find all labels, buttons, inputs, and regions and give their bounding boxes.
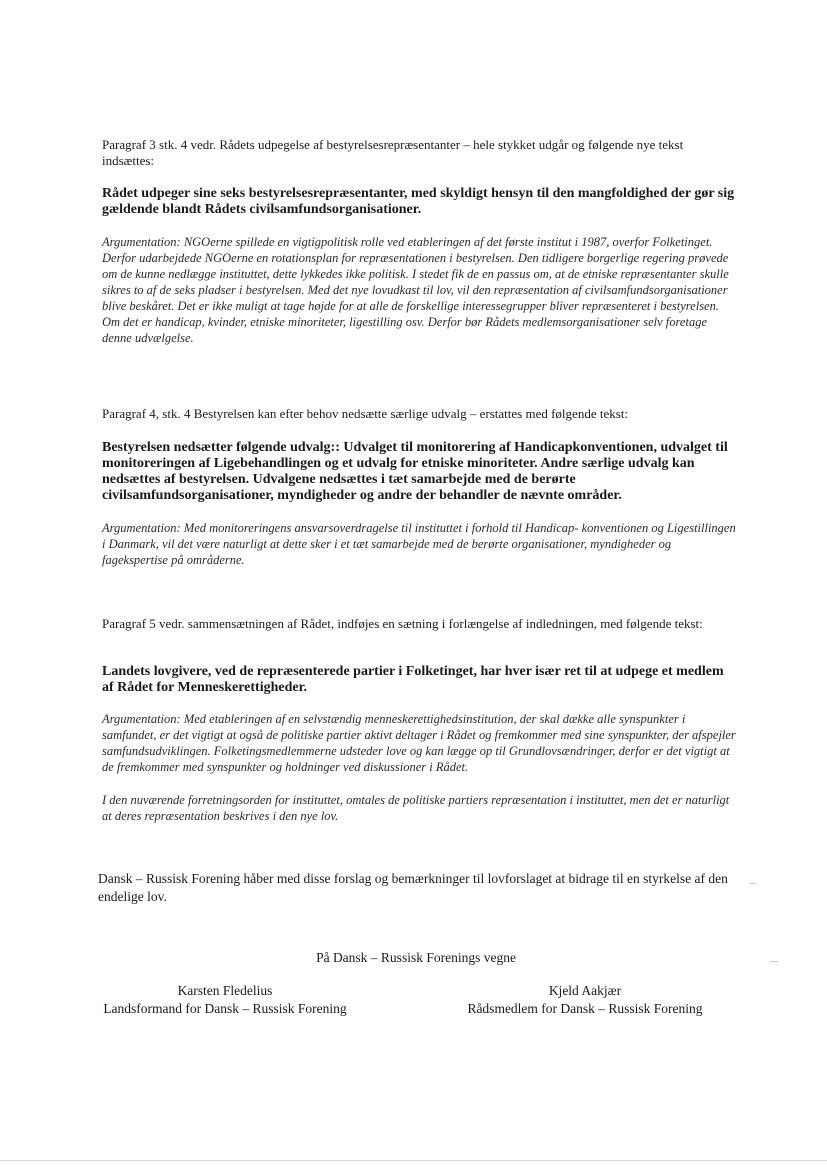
on-behalf-line: På Dansk – Russisk Forenings vegne <box>316 950 516 965</box>
signatory-1-name: Karsten Fledelius <box>177 983 273 998</box>
section-1-intro: Paragraf 3 stk. 4 vedr. Rådets udpegelse af bestyrelsesrepræsentanter – hele stykket udgår og følgende nye tekst indsættes: <box>102 137 684 168</box>
section-3-argument-continued: I den nuværende forretningsorden for instituttet, omtales de politiske partiers repræsentation i instituttet, men det er naturligt at deres repræsentation beskrives i den nye lov. <box>102 793 730 823</box>
section-3-argument: Argumentation: Med etableringen af en selvstændig menneskerettighedsinstitution, der skal dække alle synspunkter i samfundet, er det vigtigt at også de politiske partier aktivt deltager i Rådet og fremkommer med sine synspunkter, der afspejler samfundsudviklingen. Folketingsmedlemmerne udsteder love og kan lægge op til Grundlovsændringer, derfor er det vigtigt at de fremkommer med synspunkter og holdninger ved diskussioner i Rådet. <box>102 712 736 774</box>
signatory-2-name: Kjeld Aakjær <box>548 983 622 998</box>
signatory-2 <box>440 982 730 1018</box>
signatory-1 <box>80 982 370 1018</box>
closing-paragraph: Dansk – Russisk Forening håber med disse forslag og bemærkninger til lovforslaget at bidrage til en styrkelse af den endelige lov. <box>98 871 728 904</box>
scan-artifact <box>770 961 778 962</box>
signatory-2-title: Rådsmedlem for Dansk – Russisk Forening <box>467 1001 703 1016</box>
section-1-proposal: Rådet udpeger sine seks bestyrelsesrepræsentanter, med skyldigt hensyn til den mangfoldighed der gør sig gældende blandt Rådets civilsamfundsorganisationer. <box>102 186 735 217</box>
scan-artifact <box>750 883 756 884</box>
section-2-intro: Paragraf 4, stk. 4 Bestyrelsen kan efter behov nedsætte særlige udvalg – erstattes med følgende tekst: <box>102 406 628 421</box>
section-3-proposal: Landets lovgivere, ved de repræsenterede partier i Folketinget, har hver især ret til at udpege et medlem af Rådet for Menneskerettigheder. <box>102 664 724 695</box>
section-1-argument: Argumentation: NGOerne spillede en vigtigpolitisk rolle ved etableringen af det første institut i 1987, overfor Folketinget. Derfor udarbejdede NGOerne en rotationsplan for repræsentationen i bestyrelsen. Den tidligere borgerlige regering prøvede om de kunne nedlægge instituttet, dette lykkedes ikke politisk. I stedet fik de en passus om, at de etniske repræsentanter skulle sikres to af de seks pladser i bestyrelsen. Med det nye lovudkast til lov, vil den repræsentation af civilsamfundsorganisationer blive beskåret. Det er ikke muligt at tage højde for at alle de forskellige interessegrupper bliver repræsenteret i bestyrelsen. Om det er handicap, kvinder, etniske minoriteter, ligestilling osv. Derfor bør Rådets medlemsorganisationer selv foretage denne udvælgelse. <box>102 235 729 345</box>
signatory-1-title: Landsformand for Dansk – Russisk Forening <box>103 1001 347 1016</box>
section-3-intro: Paragraf 5 vedr. sammensætningen af Rådet, indføjes en sætning i forlængelse af indledningen, med følgende tekst: <box>102 616 703 631</box>
section-2-proposal: Bestyrelsen nedsætter følgende udvalg:: Udvalget til monitorering af Handicapkonventionen, udvalget til monitoreringen af Ligebehandlingen og et udvalg for etniske minoriteter. Andre særlige udvalg kan nedsættes af bestyrelsen. Udvalgene nedsættes i tæt samarbejde med de berørte civilsamfundsorganisationer, myndigheder og andre der behandler de nævnte områder. <box>102 440 728 503</box>
page-bottom-edge <box>0 1160 827 1161</box>
section-2-argument: Argumentation: Med monitoreringens ansvarsoverdragelse til instituttet i forhold til Handicap- konventionen og Ligestillingen i Danmark, vil det være naturligt at dette sker i et tæt samarbejde med de berørte organisationer, myndigheder og fagekspertise på områderne. <box>102 521 736 567</box>
